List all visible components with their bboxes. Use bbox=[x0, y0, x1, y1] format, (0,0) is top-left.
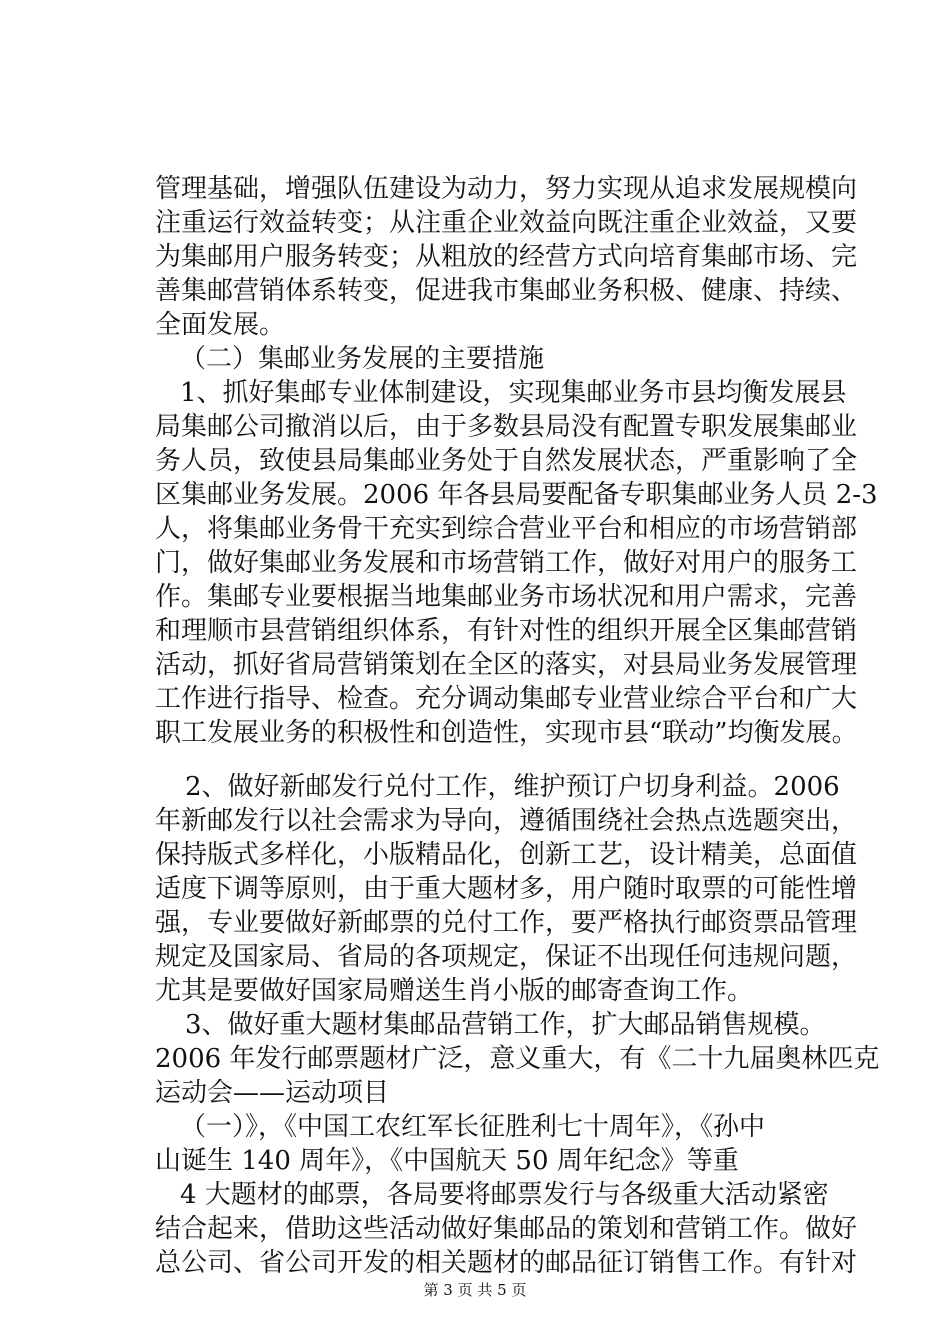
text-line: 为集邮用户服务转变；从粗放的经营方式向培育集邮市场、完 bbox=[155, 242, 858, 272]
text-line: （一）》，《中国工农红军长征胜利七十周年》，《孙中 bbox=[180, 1112, 766, 1142]
text-line: 年新邮发行以社会需求为导向，遵循围绕社会热点选题突出， bbox=[155, 806, 858, 836]
text-line: 2、做好新邮发行兑付工作，维护预订户切身利益。2006 bbox=[185, 772, 840, 802]
text-line: 全面发展。 bbox=[155, 310, 286, 340]
text-line: 善集邮营销体系转变，促进我市集邮业务积极、健康、持续、 bbox=[155, 276, 858, 306]
text-line: 强，专业要做好新邮票的兑付工作，要严格执行邮资票品管理 bbox=[155, 908, 858, 938]
text-line: 尤其是要做好国家局赠送生肖小版的邮寄查询工作。 bbox=[155, 976, 754, 1006]
text-line: 适度下调等原则，由于重大题材多，用户随时取票的可能性增 bbox=[155, 874, 858, 904]
text-line: 作。集邮专业要根据当地集邮业务市场状况和用户需求，完善 bbox=[155, 582, 858, 612]
text-line: 门，做好集邮业务发展和市场营销工作，做好对用户的服务工 bbox=[155, 548, 858, 578]
text-line: 运动会——运动项目 bbox=[155, 1078, 390, 1108]
text-line: 结合起来，借助这些活动做好集邮品的策划和营销工作。做好 bbox=[155, 1214, 858, 1244]
text-line: 活动，抓好省局营销策划在全区的落实，对县局业务发展管理 bbox=[155, 650, 858, 680]
section-heading: （二）集邮业务发展的主要措施 bbox=[180, 344, 545, 374]
text-line: 人，将集邮业务骨干充实到综合营业平台和相应的市场营销部 bbox=[155, 514, 858, 544]
text-line: 职工发展业务的积极性和创造性，实现市县“联动”均衡发展。 bbox=[155, 718, 858, 748]
text-line: 保持版式多样化，小版精品化，创新工艺，设计精美，总面值 bbox=[155, 840, 858, 870]
text-line: 工作进行指导、检查。充分调动集邮专业营业综合平台和广大 bbox=[155, 684, 858, 714]
text-line: 务人员，致使县局集邮业务处于自然发展状态，严重影响了全 bbox=[155, 446, 858, 476]
text-line: 3、做好重大题材集邮品营销工作，扩大邮品销售规模。 bbox=[185, 1010, 826, 1040]
text-line: 4 大题材的邮票，各局要将邮票发行与各级重大活动紧密 bbox=[180, 1180, 829, 1210]
text-line: 和理顺市县营销组织体系，有针对性的组织开展全区集邮营销 bbox=[155, 616, 858, 646]
text-line: 1、抓好集邮专业体制建设，实现集邮业务市县均衡发展县 bbox=[180, 378, 847, 408]
text-line: 2006 年发行邮票题材广泛，意义重大，有《二十九届奥林匹克 bbox=[155, 1044, 880, 1074]
text-line: 注重运行效益转变；从注重企业效益向既注重企业效益，又要 bbox=[155, 208, 858, 238]
page-footer: 第 3 页 共 5 页 bbox=[423, 1281, 527, 1299]
text-line: 规定及国家局、省局的各项规定，保证不出现任何违规问题， bbox=[155, 942, 858, 972]
text-line: 区集邮业务发展。2006 年各县局要配备专职集邮业务人员 2-3 bbox=[155, 480, 878, 510]
text-line: 总公司、省公司开发的相关题材的邮品征订销售工作。有针对 bbox=[155, 1248, 858, 1278]
text-line: 管理基础，增强队伍建设为动力，努力实现从追求发展规模向 bbox=[155, 174, 858, 204]
text-line: 山诞生 140 周年》，《中国航天 50 周年纪念》等重 bbox=[155, 1146, 739, 1176]
text-line: 局集邮公司撤消以后，由于多数县局没有配置专职发展集邮业 bbox=[155, 412, 858, 442]
